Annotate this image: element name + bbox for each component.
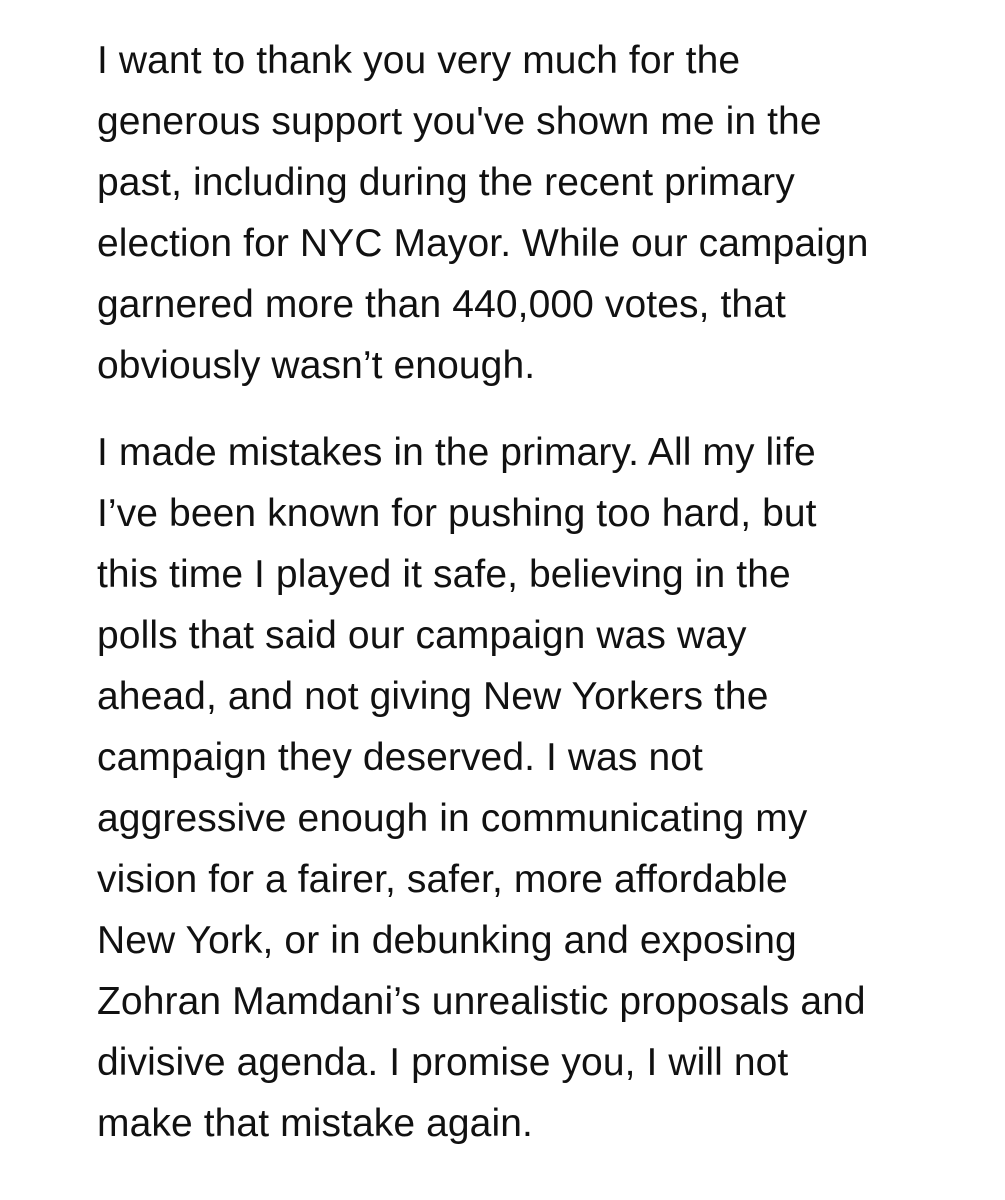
text-line: I’ve been known for pushing too hard, but — [97, 492, 817, 535]
text-line: this time I played it safe, believing in the — [97, 553, 791, 596]
letter-body — [97, 30, 977, 1154]
paragraph-mistakes — [97, 422, 977, 1154]
text-line: ahead, and not giving New Yorkers the — [97, 675, 769, 718]
paragraph-thanks — [97, 30, 977, 396]
text-line: I want to thank you very much for the — [97, 39, 741, 82]
text-line: obviously wasn’t enough. — [97, 344, 536, 387]
text-line: garnered more than 440,000 votes, that — [97, 283, 786, 326]
text-line: divisive agenda. I promise you, I will not — [97, 1041, 789, 1084]
text-line: New York, or in debunking and exposing — [97, 919, 797, 962]
text-line: polls that said our campaign was way — [97, 614, 747, 657]
text-line: aggressive enough in communicating my — [97, 797, 808, 840]
text-line: Zohran Mamdani’s unrealistic proposals and — [97, 980, 866, 1023]
text-line: I made mistakes in the primary. All my life — [97, 431, 816, 474]
text-line: election for NYC Mayor. While our campaign — [97, 222, 869, 265]
text-line: campaign they deserved. I was not — [97, 736, 703, 779]
text-line: generous support you've shown me in the — [97, 100, 822, 143]
text-line: past, including during the recent primary — [97, 161, 795, 204]
text-line: vision for a fairer, safer, more affordable — [97, 858, 788, 901]
text-line: make that mistake again. — [97, 1102, 533, 1145]
